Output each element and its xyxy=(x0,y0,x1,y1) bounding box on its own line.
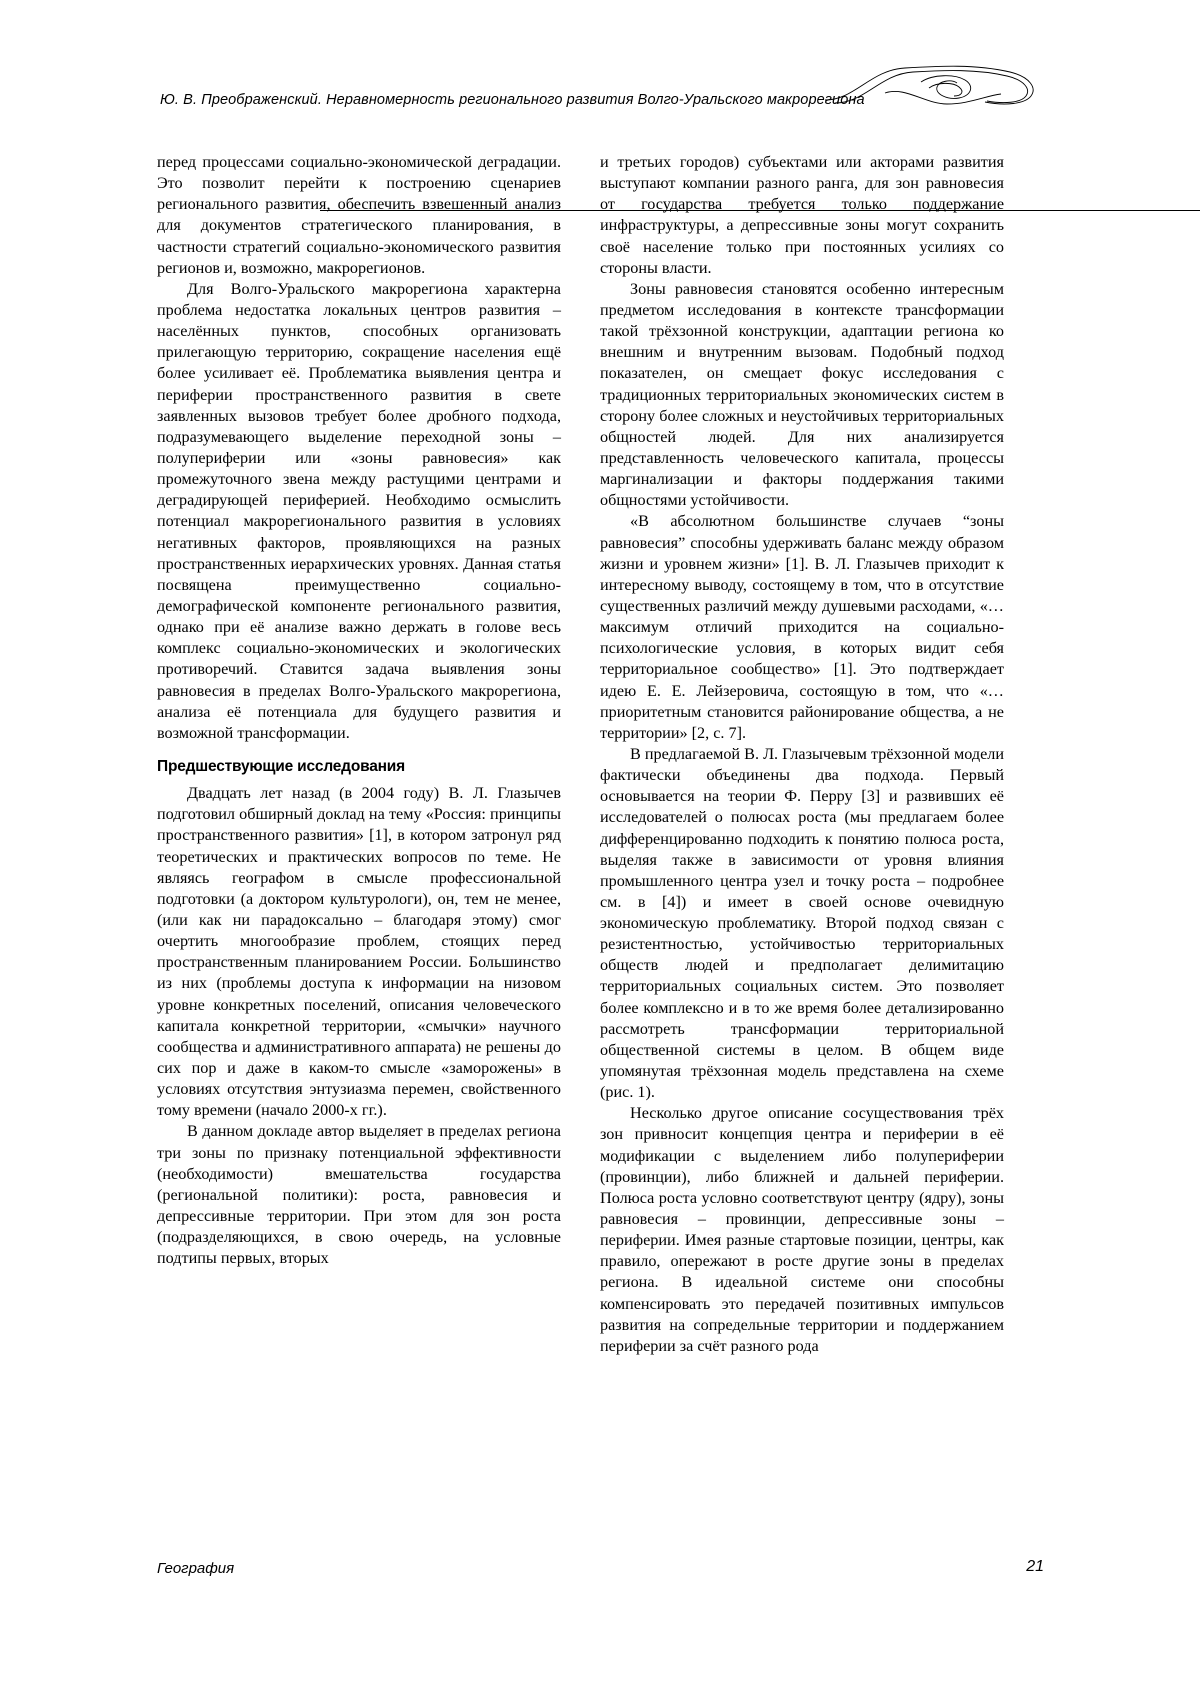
decorative-wave-ornament xyxy=(825,60,1040,110)
paragraph: В данном докладе автор выделяет в пределах региона три зоны по признаку потенциальной эффективности (необходимости) вмешательства государства (региональной политики): роста, равновесия и депрессивные территории. При этом для зон роста (подразделяющихся, в свою очередь, на условные подтипы первых, вторых xyxy=(157,1122,561,1268)
footer-rule xyxy=(157,1556,1043,1557)
paragraph: перед процессами социально-экономической деградации. Это позволит перейти к построению сценариев регионального развития, обеспечить взвешенный анализ для документов стратегического планирования, в частности стратегий социально-экономического развития регионов и, возможно, макрорегионов. xyxy=(157,153,561,277)
paragraph: Двадцать лет назад (в 2004 году) В. Л. Глазычев подготовил обширный доклад на тему «Россия: принципы пространственного развития» [1], в котором затронул ряд теоретических и практических вопросов по теме. Не являясь географом в смысле профессиональной подготовки (а доктором культурологи), он, тем не менее, (или как ни парадоксально – благодаря этому) смог очертить многообразие проблем, стоящих перед пространственным планированием России. Большинство из них (проблемы доступа к информации на низовом уровне конкретных поселений, описания человеческого капитала конкретной территории, «смычки» научного сообщества и административного аппарата) не решены до сих пор и даже в каком-то смысле «заморожены» в условиях отсутствия энтузиазма перемен, свойственного тому времени (начало 2000-х гг.). xyxy=(157,784,561,1120)
paragraph: Для Волго-Уральского макрорегиона характерна проблема недостатка локальных центров развития – населённых пунктов, способных организовать прилегающую территорию, сокращение населения ещё более усиливает её. Проблематика выявления центра и периферии пространственного развития в свете заявленных вызовов требует более дробного подхода, подразумевающего выделение переходной зоны – полупериферии или «зоны равновесия» как промежуточного звена между растущими центрами и деградирующей периферией. Необходимо осмыслить потенциал макрорегионального развития в условиях негативных факторов, проявляющихся на разных пространственных иерархических уровнях. Данная статья посвящена преимущественно социально-демографической компоненте регионального развития, однако при её анализе важно держать в голове весь комплекс социально-экономических и экологических противоречий. Ставится задача выявления зоны равновесия в пределах Волго-Уральского макрорегиона, анализа её потенциала для будущего развития и возможной трансформации. xyxy=(157,279,561,742)
page-number: 21 xyxy=(1026,1558,1044,1575)
running-head-text: Ю. В. Преображенский. Неравномерность регионального развития Волго-Уральского макрорегиона xyxy=(160,92,865,108)
paragraph: и третьих городов) субъектами или акторами развития выступают компании разного ранга, для зон равновесия от государства требуется только поддержание инфраструктуры, а депрессивные зоны могут сохранить своё население только при постоянных усилиях со стороны власти. xyxy=(600,153,1004,277)
section-heading: Предшествующие исследования xyxy=(157,757,405,775)
paragraph: Зоны равновесия становятся особенно интересным предметом исследования в контексте трансформации такой трёхзонной конструкции, адаптации региона ко внешним и внутренним вызовам. Подобный подход показателен, он смещает фокус исследования с традиционных территориальных экономических систем в сторону более сложных и неустойчивых территориальных общностей людей. Для них анализируется представленность человеческого капитала, процессы маргинализации и факторы поддержания такими общностями устойчивости. xyxy=(600,279,1004,510)
left-text-column xyxy=(157,152,561,1269)
paragraph: В предлагаемой В. Л. Глазычевым трёхзонной модели фактически объединены два подхода. Первый основывается на теории Ф. Перру [3] и развивших её исследователей о полюсах роста (мы предлагаем более дифференцированно подходить к понятию полюса роста, выделяя также в зависимости от уровня влияния промышленного центра узел и точку роста – подробнее см. в [4]) и имеет в своей основе очевидную экономическую проблематику. Второй подход связан с резистентностью, устойчивостью территориальных обществ людей и предполагает делимитацию территориальных социальных систем. Это позволяет более комплексно и в то же время более детализированно рассмотреть трансформации территориальной общественной системы в целом. В общем виде упомянутая трёхзонная модель представлена на схеме (рис. 1). xyxy=(600,744,1004,1102)
running-head xyxy=(160,92,1040,108)
footer-section-label: География xyxy=(157,1560,235,1577)
paragraph: Несколько другое описание сосуществования трёх зон привносит концепция центра и периферии в её модификации с выделением либо полупериферии (провинции), либо ближней и дальней периферии. Полюса роста условно соответствуют центру (ядру), зоны равновесия – провинции, депрессивные зоны – периферии. Имея разные стартовые позиции, центры, как правило, опережают в росте другие зоны в пределах региона. В идеальной системе они способны компенсировать это передачей позитивных импульсов развития на сопредельные территории и поддержанием периферии за счёт разного рода xyxy=(600,1104,1004,1355)
right-text-column xyxy=(600,152,1004,1357)
paragraph: «В абсолютном большинстве случаев “зоны равновесия” способны удерживать баланс между образом жизни и уровнем жизни» [1]. В. Л. Глазычев приходит к интересному выводу, состоящему в том, что в отсутствие существенных различий между душевыми расходами, «…максимум отличий приходится на социально-психологические условия, в которых видит себя территориальное сообщество» [1]. Это подтверждает идею Е. Е. Лейзеровича, состоящую в том, что «…приоритетным становится районирование общества, а не территории» [2, с. 7]. xyxy=(600,512,1004,742)
